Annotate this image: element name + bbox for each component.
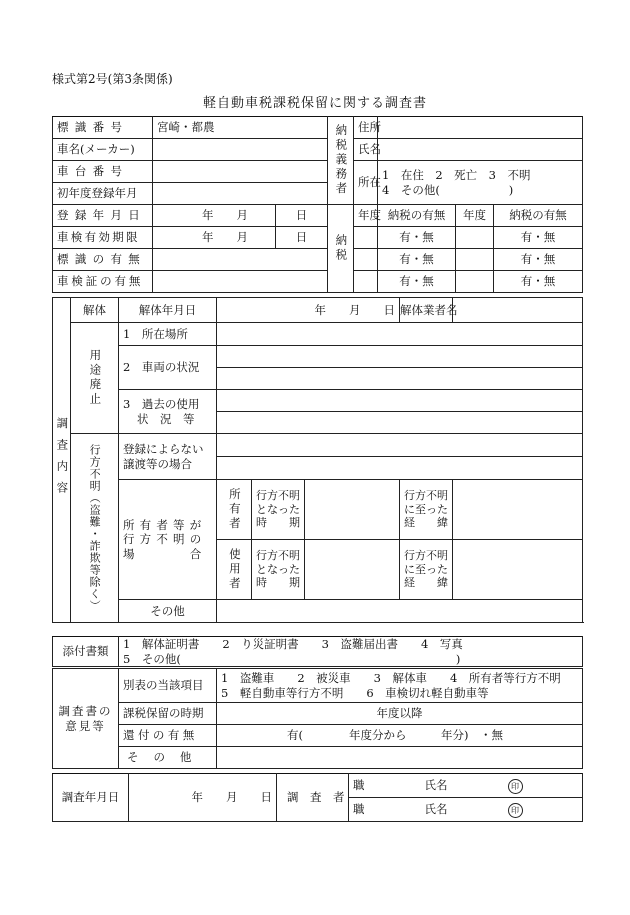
investigation-date-field[interactable]	[129, 774, 277, 822]
hold-period-field[interactable]: 年度以降	[217, 703, 583, 725]
owner-when-label	[252, 480, 305, 540]
year-label: 年	[202, 208, 214, 223]
tax-year-3[interactable]	[354, 249, 378, 271]
how-line1: 行方不明	[404, 488, 449, 502]
registration-date-field[interactable]	[153, 205, 276, 227]
label-first-registration: 初年度登録年月	[53, 183, 153, 205]
survey-label: 調査内容	[55, 417, 70, 503]
scrap-date-field[interactable]	[217, 298, 400, 323]
how-line3: 経 緯	[404, 576, 449, 590]
label-plate-presence: 標識の有無	[53, 249, 153, 271]
owner-missing-line1: 所有者等が	[123, 517, 207, 532]
survey-label-cell	[53, 298, 71, 623]
label-car-name: 車名(メーカー)	[53, 139, 153, 161]
owner-missing-label	[119, 480, 217, 600]
user-label-cell	[217, 540, 252, 600]
car-name-field[interactable]	[153, 139, 328, 161]
owner-label: 所有者	[227, 487, 242, 532]
paid-status-header-1: 納税の有無	[378, 205, 456, 227]
opinion-label-text: 調査書の意見等	[58, 704, 113, 733]
label-inspection-expiry: 車検有効期限	[53, 227, 153, 249]
user-when-label	[252, 540, 305, 600]
paid-status-header-2: 納税の有無	[494, 205, 583, 227]
name-label: 氏名	[424, 801, 448, 816]
owner-when-field[interactable]	[305, 480, 400, 540]
tax-year-2[interactable]	[456, 227, 494, 249]
owner-how-label	[400, 480, 453, 540]
tax-label-cell	[328, 205, 354, 293]
how-line1: 行方不明	[404, 548, 449, 562]
scrap-label: 解体	[71, 298, 119, 323]
inspection-date-field[interactable]	[153, 227, 276, 249]
chassis-field[interactable]	[153, 161, 328, 183]
survey-other-label: その他	[119, 600, 217, 623]
label-location: 所在	[354, 161, 378, 205]
location-options-line2: 4 その他( )	[382, 182, 514, 197]
unregistered-field-line1[interactable]	[217, 434, 583, 457]
day-label: 日	[383, 302, 396, 317]
label-chassis: 車台番号	[53, 161, 153, 183]
applicable-line2: 5 軽自動車等行方不明 6 車検切れ軽自動車等	[221, 685, 489, 700]
location-options-line1: 1 在住 2 死亡 3 不明	[382, 168, 531, 183]
taxpayer-label: 納税義務者	[334, 124, 349, 197]
tax-paid-5[interactable]: 有・無	[378, 271, 456, 293]
survey-content-table	[52, 297, 583, 623]
attachments-label: 添付書類	[53, 637, 119, 667]
registration-day[interactable]	[276, 205, 328, 227]
scrap-date-label: 解体年月日	[119, 298, 217, 323]
applicable-options[interactable]	[217, 669, 583, 703]
month-label: 月	[226, 790, 238, 805]
owner-missing-line2: 行方不明の	[123, 532, 207, 547]
plate-number-value[interactable]: 宮崎・都農	[153, 117, 328, 139]
missing-label-cell	[71, 434, 119, 623]
unregistered-label	[119, 434, 217, 480]
attachments-line2-close: )	[455, 651, 461, 666]
owner-missing-line3: 場 合	[123, 546, 207, 561]
document-title: 軽自動車税課税保留に関する調査書	[202, 96, 427, 111]
investigation-date-label: 調査年月日	[53, 774, 129, 822]
taxpayer-label-cell	[328, 117, 354, 205]
attachments-table	[52, 636, 583, 667]
day-label: 日	[260, 790, 272, 805]
item1-label: 1 所在場所	[119, 323, 217, 346]
label-certificate-presence: 車検証の有無	[53, 271, 153, 293]
year-label: 年	[314, 302, 327, 317]
scrap-dealer-field[interactable]	[453, 298, 583, 323]
tax-year-4[interactable]	[456, 249, 494, 271]
user-how-label	[400, 540, 453, 600]
opinion-label	[53, 669, 119, 769]
how-line2: に至った	[404, 502, 449, 516]
tax-year-5[interactable]	[354, 271, 378, 293]
form-number: 様式第2号(第3条関係)	[52, 72, 173, 86]
item2-field-line2[interactable]	[217, 368, 583, 390]
tax-paid-1[interactable]: 有・無	[378, 227, 456, 249]
item3-field-line2[interactable]	[217, 412, 583, 434]
scrap-dealer-label: 解体業者名	[400, 298, 453, 323]
day-label: 日	[295, 208, 308, 223]
investigator-label: 調査者	[277, 774, 349, 822]
when-line1: 行方不明	[256, 488, 300, 502]
when-line2: となった	[256, 502, 300, 516]
location-options[interactable]	[378, 161, 583, 205]
when-line3: 時 期	[256, 516, 300, 530]
opinion-other-field[interactable]	[217, 747, 583, 769]
post-label: 職	[353, 777, 365, 792]
item3-label	[119, 390, 217, 434]
tax-paid-2[interactable]: 有・無	[494, 227, 583, 249]
seal-icon: 印	[508, 803, 523, 818]
year-label: 年	[202, 230, 214, 245]
refund-label: 還付の有無	[119, 725, 217, 747]
opinion-table	[52, 668, 583, 769]
owner-how-field[interactable]	[453, 480, 583, 540]
attachments-options[interactable]	[119, 637, 583, 667]
item1-field[interactable]	[217, 323, 583, 346]
name-label: 氏名	[424, 777, 448, 792]
item2-label: 2 車両の状況	[119, 346, 217, 390]
hold-period-label: 課税保留の時期	[119, 703, 217, 725]
post-label: 職	[353, 801, 365, 816]
applicable-line1: 1 盗難車 2 被災車 3 解体車 4 所有者等行方不明	[221, 671, 561, 686]
how-line2: に至った	[404, 562, 449, 576]
survey-other-field[interactable]	[217, 600, 583, 623]
when-line2: となった	[256, 562, 300, 576]
address-field[interactable]	[378, 117, 583, 139]
investigator-2[interactable]	[349, 798, 583, 822]
unregistered-field-line2[interactable]	[217, 457, 583, 480]
owner-label-cell	[217, 480, 252, 540]
tax-paid-4[interactable]: 有・無	[494, 249, 583, 271]
month-label: 月	[349, 302, 361, 317]
fiscal-year-header-1: 年度	[354, 205, 378, 227]
fiscal-year-header-2: 年度	[456, 205, 494, 227]
tax-paid-6[interactable]: 有・無	[494, 271, 583, 293]
user-how-field[interactable]	[453, 540, 583, 600]
item3-field-line1[interactable]	[217, 390, 583, 412]
label-name: 氏名	[354, 139, 378, 161]
vehicle-taxpayer-table	[52, 116, 583, 293]
investigator-1[interactable]	[349, 774, 583, 798]
label-plate-number: 標識番号	[53, 117, 153, 139]
seal-icon: 印	[508, 779, 523, 794]
plate-presence-field[interactable]	[153, 249, 328, 271]
item3-label-line2: 状 況 等	[137, 411, 195, 426]
label-address: 住所	[354, 117, 378, 139]
first-registration-field[interactable]	[153, 183, 328, 205]
applicable-label: 別表の当該項目	[119, 669, 217, 703]
tax-paid-3[interactable]: 有・無	[378, 249, 456, 271]
opinion-other-label: その他	[119, 747, 217, 769]
month-label: 月	[236, 208, 248, 223]
user-when-field[interactable]	[305, 540, 400, 600]
tax-label: 納税	[334, 234, 349, 263]
label-registration-date: 登録年月日	[53, 205, 153, 227]
attachments-line2: 5 その他(	[123, 651, 181, 666]
user-label: 使用者	[227, 547, 242, 592]
name-field[interactable]	[378, 139, 583, 161]
day-label: 日	[295, 230, 308, 245]
investigation-table	[52, 773, 583, 822]
missing-label: 行方不明（盗難・詐欺等除く）	[88, 444, 102, 612]
inspection-day[interactable]	[276, 227, 328, 249]
refund-field[interactable]: 有( 年度分から 年分) ・無	[217, 725, 583, 747]
disuse-label-cell	[71, 323, 119, 434]
item3-label-line1: 3 過去の使用	[123, 397, 200, 412]
when-line1: 行方不明	[256, 548, 300, 562]
disuse-label: 用途廃止	[88, 349, 103, 407]
month-label: 月	[236, 230, 248, 245]
certificate-presence-field[interactable]	[153, 271, 328, 293]
when-line3: 時 期	[256, 576, 300, 590]
tax-year-6[interactable]	[456, 271, 494, 293]
year-label: 年	[191, 790, 203, 805]
unregistered-line1: 登録によらない	[123, 442, 204, 457]
tax-year-1[interactable]	[354, 227, 378, 249]
attachments-line1: 1 解体証明書 2 り災証明書 3 盗難届出書 4 写真	[123, 637, 463, 652]
unregistered-line2: 譲渡等の場合	[123, 456, 192, 471]
item2-field-line1[interactable]	[217, 346, 583, 368]
how-line3: 経 緯	[404, 516, 449, 530]
